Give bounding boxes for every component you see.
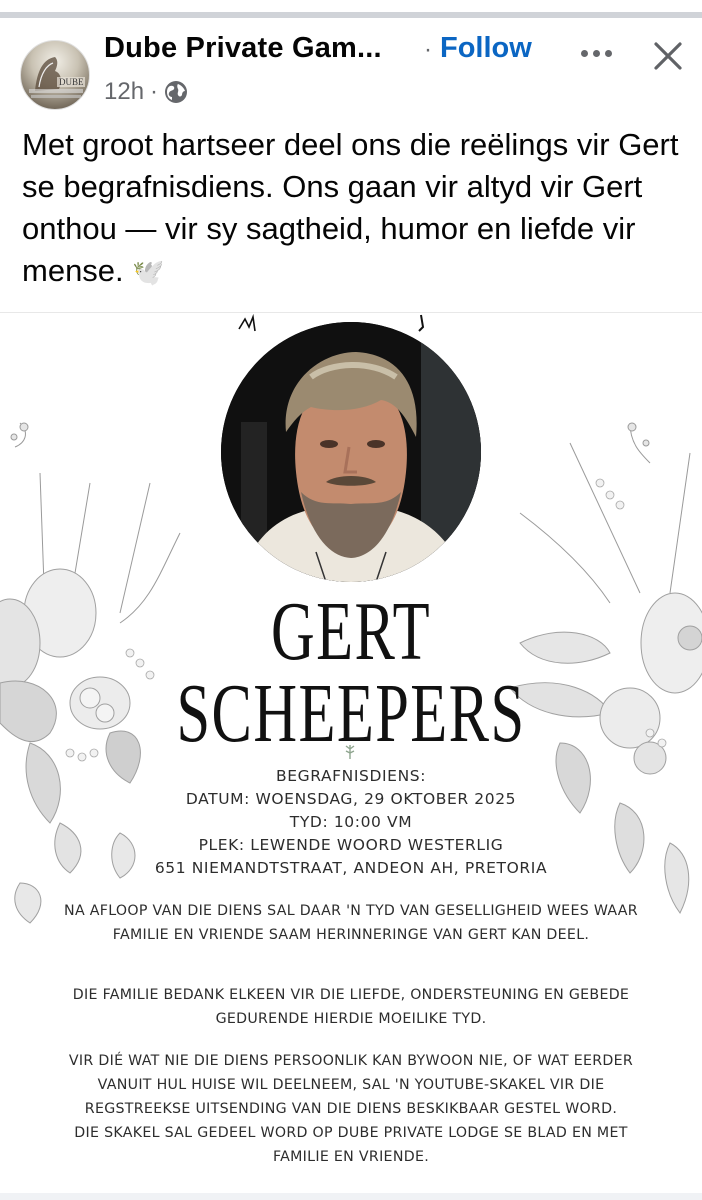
more-options-button[interactable] [574, 38, 618, 68]
service-address: 651 NIEMANDTSTRAAT, ANDEON AH, PRETORIA [154, 859, 548, 877]
caption-text: Met groot hartseer deel ons die reëlings vir Gert se begrafnisdiens. Ons gaan vir altyd vir Gert onthou — vir sy sagtheid, humor en liefde vir mense. [22, 127, 679, 288]
globe-icon [164, 80, 188, 104]
post-caption [22, 124, 682, 293]
more-dot-icon [593, 50, 600, 57]
deceased-portrait [221, 322, 481, 582]
livestream-paragraph [60, 1049, 642, 1169]
header-separator: · [424, 36, 432, 63]
dove-emoji-icon: 🕊️ [132, 257, 165, 287]
post-footer-divider [0, 1193, 702, 1200]
timestamp[interactable]: 12h [104, 78, 145, 105]
service-venue: PLEK: LEWENDE WOORD WESTERLIG [198, 836, 504, 854]
portrait-photo [221, 322, 481, 582]
more-dot-icon [581, 50, 588, 57]
close-button[interactable] [648, 36, 688, 76]
deceased-name [98, 585, 603, 760]
page-avatar[interactable] [20, 40, 90, 110]
meta-separator: · [150, 78, 159, 105]
service-details [0, 765, 702, 880]
service-time: TYD: 10:00 VM [289, 813, 413, 831]
service-heading: BEGRAFNISDIENS: [275, 767, 427, 785]
link-sharing-text: DIE SKAKEL SAL GEDEEL WORD OP DUBE PRIVATE LODGE SE BLAD EN MET FAMILIE EN VRIENDE. [74, 1125, 628, 1165]
avatar-logo-icon [21, 41, 89, 109]
first-name: GERT [270, 585, 432, 678]
more-dot-icon [605, 50, 612, 57]
close-icon [648, 36, 688, 76]
post-header [0, 20, 702, 112]
top-divider [0, 12, 702, 18]
service-date: DATUM: WOENSDAG, 29 OKTOBER 2025 [185, 790, 517, 808]
thanks-paragraph: DIE FAMILIE BEDANK ELKEEN VIR DIE LIEFDE, ONDERSTEUNING EN GEBEDE GEDURENDE HIERDIE MOEILIKE TYD. [72, 987, 630, 1027]
post-meta [104, 78, 188, 106]
gathering-paragraph: NA AFLOOP VAN DIE DIENS SAL DAAR 'N TYD VAN GESELLIGHEID WEES WAAR FAMILIE EN VRIENDE SAAM HERINNERINGE VAN GERT KAN DEEL. [64, 903, 638, 943]
svg-text:DUBE: DUBE [59, 77, 84, 87]
last-name: SCHEEPERS [176, 667, 526, 760]
page-name-link[interactable]: Dube Private Gam... [104, 32, 382, 64]
follow-button[interactable]: Follow [440, 32, 532, 64]
livestream-text: VIR DIÉ WAT NIE DIE DIENS PERSOONLIK KAN BYWOON NIE, OF WAT EERDER VANUIT HUL HUISE WIL DEELNEEM, SAL 'N YOUTUBE-SKAKEL VIR DIE REGSTREEKSE UITSENDING VAN DIE DIENS BESKIKBAAR GESTEL WORD. [68, 1053, 634, 1117]
sprig-icon [341, 743, 359, 761]
status-area [0, 0, 702, 12]
post-image[interactable] [0, 312, 702, 1195]
